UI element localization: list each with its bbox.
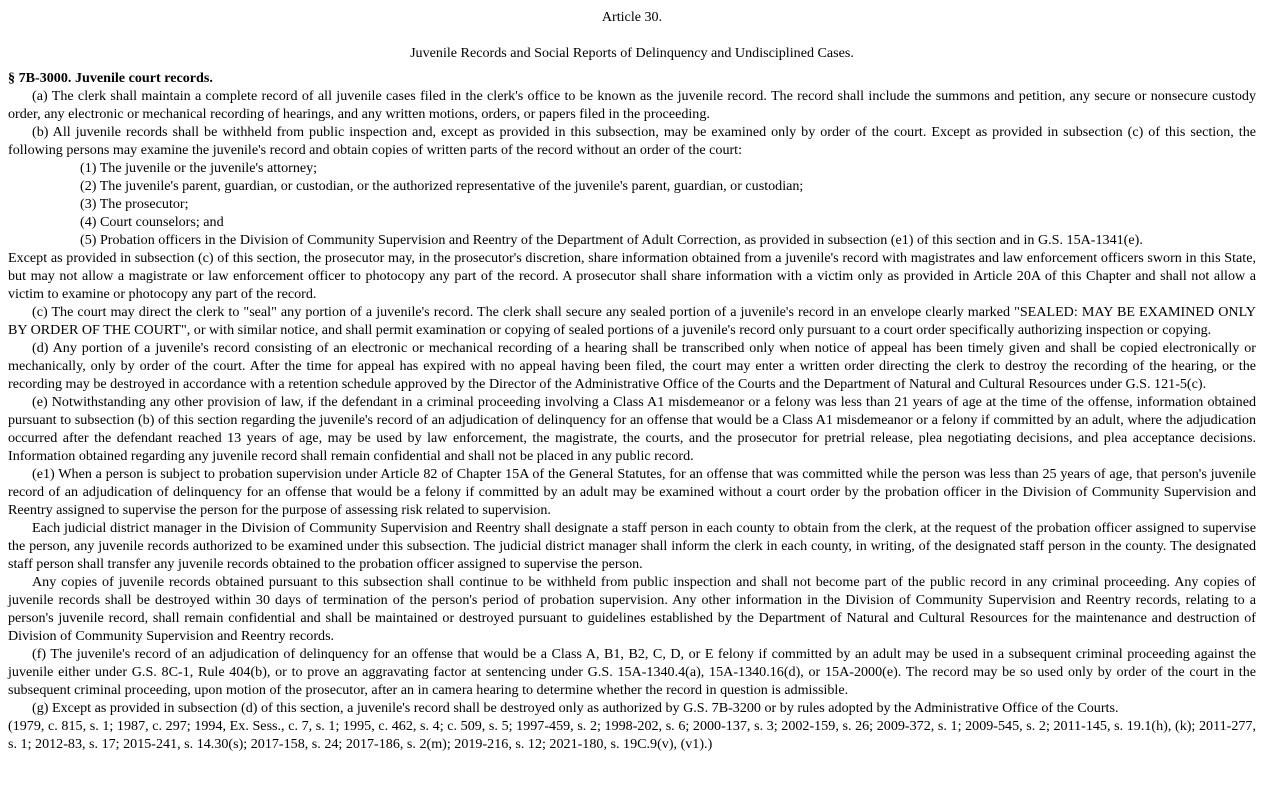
article-title: Juvenile Records and Social Reports of Delinquency and Undisciplined Cases.: [410, 45, 854, 61]
subsection-f: (f) The juvenile's record of an adjudication of delinquency for an offense that would be a Class A, B1, B2, C, D, or E felony if committed by an adult may be used in a subsequent criminal proceeding against the juvenile either under G.S. 8C-1, Rule 404(b), or to prove an aggravating factor at sentencing under G.S. 15A-1340.4(a), 15A-1340.16(d), or 15A-2000(e). The record may be so used only by order of the court in the subsequent criminal proceeding, upon motion of the prosecutor, after an in camera hearing to determine whether the record in question is admissible.: [8, 646, 1256, 698]
list-item: (2) The juvenile's parent, guardian, or custodian, or the authorized representative of the juvenile's parent, guardian, or custodian;: [80, 178, 804, 194]
subsection-b: (b) All juvenile records shall be withheld from public inspection and, except as provided in this subsection, may be examined only by order of the court. Except as provided in subsection (c) of this section, the following persons may examine the juvenile's record and obtain copies of written parts of the record without an order of the court:: [8, 124, 1256, 158]
subsection-e: (e) Notwithstanding any other provision of law, if the defendant in a criminal proceeding involving a Class A1 misdemeanor or a felony was less than 21 years of age at the time of the offense, information obtained pursuant to subsection (b) of this section regarding the juvenile's record of an adjudication of delinquency for an offense that would be a Class A1 misdemeanor or a felony if committed by an adult, where the adjudication occurred after the defendant reached 13 years of age, may be used by law enforcement, the magistrate, the courts, and the prosecutor for pretrial release, plea negotiating decisions, and plea acceptance decisions. Information obtained regarding any juvenile record shall remain confidential and shall not be placed in any public record.: [8, 394, 1256, 464]
list-item: (4) Court counselors; and: [80, 214, 224, 230]
subsection-c: (c) The court may direct the clerk to "seal" any portion of a juvenile's record. The clerk shall secure any sealed portion of a juvenile's record in an envelope clearly marked "SEALED: MAY BE EXAMINED ONLY BY ORDER OF THE COURT", or with similar notice, and shall permit examination or copying of sealed portions of a juvenile's record only pursuant to a court order specifically authorizing inspection or copying.: [8, 304, 1256, 338]
subsection-b-continuation: Except as provided in subsection (c) of this section, the prosecutor may, in the prosecutor's discretion, share information obtained from a juvenile's record with magistrates and law enforcement officers sworn in this State, but may not allow a magistrate or law enforcement officer to photocopy any part of the record. A prosecutor shall share information with a victim only as provided in Article 20A of this Chapter and shall not allow a victim to examine or photocopy any part of the record.: [8, 250, 1256, 302]
list-item: (1) The juvenile or the juvenile's attorney;: [80, 160, 318, 176]
authorized-persons-list: [8, 159, 1256, 249]
list-item: (5) Probation officers in the Division of Community Supervision and Reentry of the Department of Adult Correction, as provided in subsection (e1) of this section and in G.S. 15A-1341(e).: [80, 232, 1143, 248]
subsection-g: (g) Except as provided in subsection (d) of this section, a juvenile's record shall be destroyed only as authorized by G.S. 7B-3200 or by rules adopted by the Administrative Office of the Courts.: [32, 700, 1119, 716]
subsection-e1-paragraph-3: Any copies of juvenile records obtained pursuant to this subsection shall continue to be withheld from public inspection and shall not become part of the public record in any criminal proceeding. Any copies of juvenile records shall be destroyed within 30 days of termination of the person's period of probation supervision. Any other information in the Division of Community Supervision and Reentry records, relating to a person's juvenile record, shall remain confidential and shall be maintained or destroyed pursuant to guidelines established by the Department of Natural and Cultural Resources for the maintenance and destruction of Division of Community Supervision and Reentry records.: [8, 574, 1256, 644]
session-law-history: (1979, c. 815, s. 1; 1987, c. 297; 1994, Ex. Sess., c. 7, s. 1; 1995, c. 462, s. 4; c. 509, s. 5; 1997-459, s. 2; 1998-202, s. 6; 2000-137, s. 3; 2002-159, s. 26; 2009-372, s. 1; 2009-545, s. 2; 2011-145, s. 19.1(h), (k); 2011-277, s. 1; 2012-83, s. 17; 2015-241, s. 14.30(s); 2017-158, s. 24; 2017-186, s. 2(m); 2019-216, s. 12; 2021-180, s. 19C.9(v), (v1).): [8, 718, 1256, 752]
list-item: (3) The prosecutor;: [80, 196, 189, 212]
subsection-e1: (e1) When a person is subject to probation supervision under Article 82 of Chapter 15A of the General Statutes, for an offense that was committed while the person was less than 25 years of age, that person's juvenile record of an adjudication of delinquency for an offense that would be a felony if committed by an adult may be examined without a court order by the probation officer in the Division of Community Supervision and Reentry assigned to supervise the person for the purpose of assessing risk related to supervision.: [8, 466, 1256, 518]
subsection-d: (d) Any portion of a juvenile's record consisting of an electronic or mechanical recording of a hearing shall be transcribed only when notice of appeal has been timely given and shall be copied electronically or mechanically, only by order of the court. After the time for appeal has expired with no appeal having been filed, the court may enter a written order directing the clerk to destroy the recording of the hearing, or the recording may be destroyed in accordance with a retention schedule approved by the Director of the Administrative Office of the Courts and the Department of Natural and Cultural Resources under G.S. 121-5(c).: [8, 340, 1256, 392]
subsection-e1-paragraph-2: Each judicial district manager in the Division of Community Supervision and Reentry shall designate a staff person in each county to obtain from the clerk, at the request of the probation officer assigned to supervise the person, any juvenile records authorized to be examined under this subsection. The judicial district manager shall inform the clerk in each county, in writing, of the designated staff person in the county. The designated staff person shall transfer any juvenile records obtained to the probation officer assigned to supervise the person.: [8, 520, 1256, 572]
subsection-a: (a) The clerk shall maintain a complete record of all juvenile cases filed in the clerk's office to be known as the juvenile record. The record shall include the summons and petition, any secure or nonsecure custody order, any electronic or mechanical recording of hearings, and any written motions, orders, or papers filed in the proceeding.: [8, 88, 1256, 122]
article-number: Article 30.: [601, 9, 663, 25]
section-heading: § 7B-3000. Juvenile court records.: [8, 70, 213, 86]
